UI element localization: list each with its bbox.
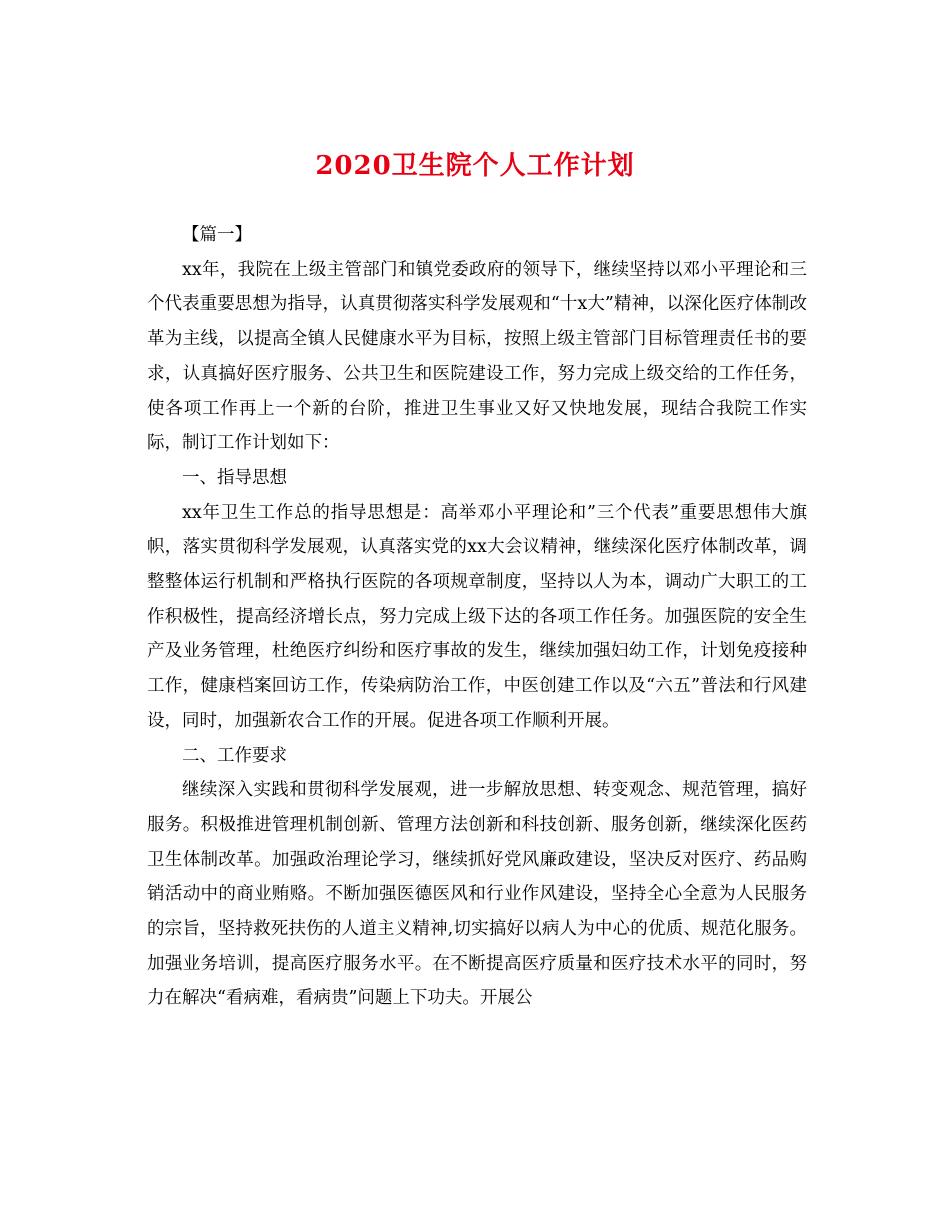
intro-paragraph: xx年，我院在上级主管部门和镇党委政府的领导下，继续坚持以邓小平理论和三个代表重要思想为指导，认真贯彻落实科学发展观和“十x大”精神，以深化医疗体制改革为主线，以提高全镇人民健康水平为目标，按照上级主管部门目标管理责任书的要求，认真搞好医疗服务、公共卫生和医院建设工作，努力完成上级交给的工作任务，使各项工作再上一个新的台阶，推进卫生事业又好又快地发展，现结合我院工作实际，制订工作计划如下：	[147, 259, 807, 454]
document-body	[147, 218, 807, 1016]
section-heading-guiding-ideology: 一、指导思想	[182, 467, 287, 488]
work-requirements-paragraph: 继续深入实践和贯彻科学发展观，进一步解放思想、转变观念、规范管理，搞好服务。积极推进管理机制创新、管理方法创新和科技创新、服务创新，继续深化医药卫生体制改革。加强政治理论学习，继续抓好党风廉政建设，坚决反对医疗、药品购销活动中的商业贿赂。不断加强医德医风和行业作风建设，坚持全心全意为人民服务的宗旨，坚持救死扶伤的人道主义精神,切实搞好以病人为中心的优质、规范化服务。加强业务培训，提高医疗服务水平。在不断提高医疗质量和医疗技术水平的同时，努力在解决“看病难，看病贵”问题上下功夫。开展公	[147, 780, 807, 1009]
document-title: 2020卫生院个人工作计划	[315, 151, 635, 181]
section-heading-work-requirements: 二、工作要求	[182, 745, 287, 766]
section-marker: 【篇一】	[182, 225, 252, 245]
guiding-ideology-paragraph: xx年卫生工作总的指导思想是：高举邓小平理论和”三个代表”重要思想伟大旗帜，落实贯彻科学发展观，认真落实党的xx大会议精神，继续深化医疗体制改革，调整整体运行机制和严格执行医院的各项规章制度，坚持以人为本，调动广大职工的工作积极性，提高经济增长点，努力完成上级下达的各项工作任务。加强医院的安全生产及业务管理，杜绝医疗纠纷和医疗事故的发生，继续加强妇幼工作，计划免疫接种工作，健康档案回访工作，传染病防治工作，中医创建工作以及“六五”普法和行风建设，同时，加强新农合工作的开展。促进各项工作顺利开展。	[147, 502, 807, 731]
